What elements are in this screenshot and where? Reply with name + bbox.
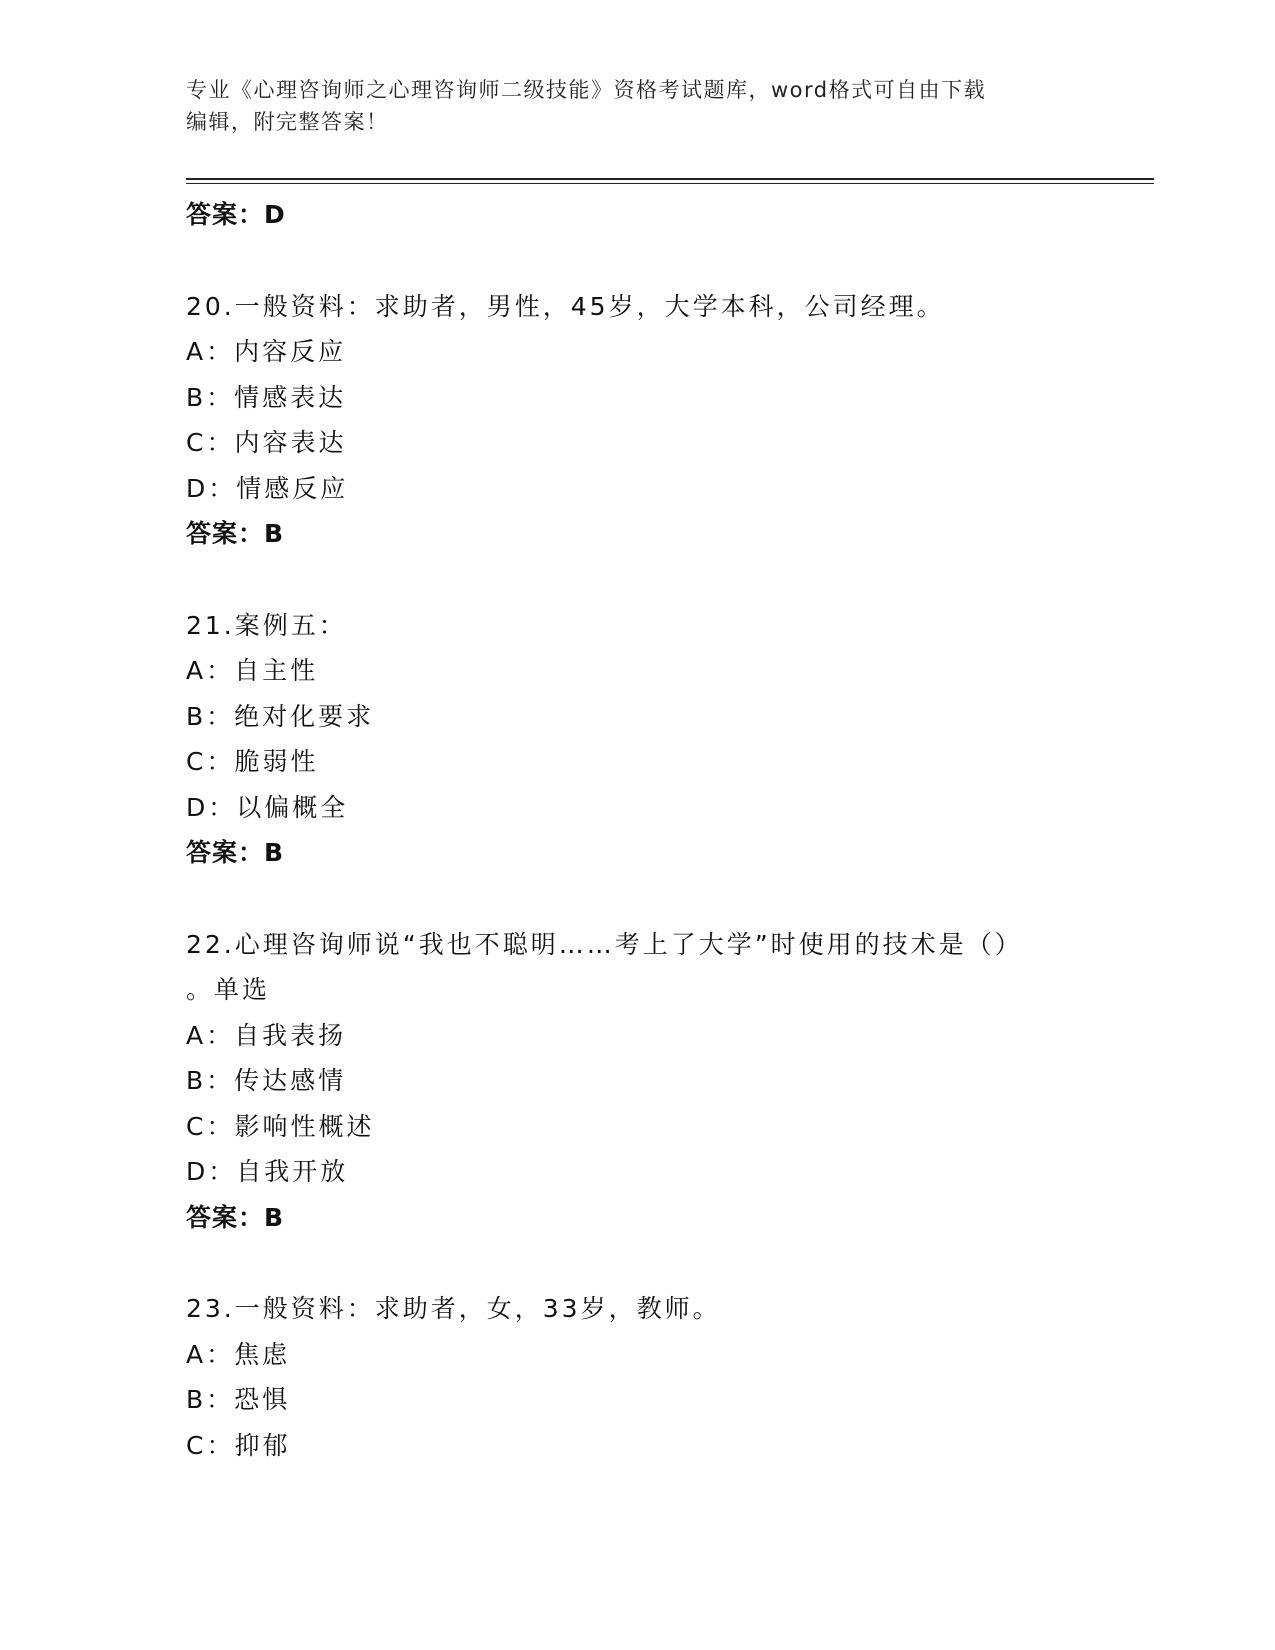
question-list [186,192,1086,1468]
option-b: B：恐惧 [186,1385,291,1414]
answer: 答案：B [186,838,285,867]
question-22 [186,922,1086,1241]
question-text-continued: 。单选 [186,975,271,1004]
option-c: C：脆弱性 [186,747,319,776]
option-a: A：焦虑 [186,1339,291,1369]
option-d: D：情感反应 [186,473,349,503]
previous-answer: 答案：D [186,200,286,229]
option-a: A：内容反应 [186,337,347,366]
header-line-1: 专业《心理咨询师之心理咨询师二级技能》资格考试题库，word格式可自由下载 [186,78,987,102]
question-21 [186,603,1086,876]
answer: 答案：B [186,519,285,548]
option-c: C：抑郁 [186,1430,291,1460]
header-line-2: 编辑，附完整答案！ [186,110,389,134]
answer: 答案：B [186,1202,285,1232]
option-a: A：自我表扬 [186,1020,347,1050]
option-d: D：以偏概全 [186,792,349,822]
question-text: 20.一般资料：求助者，男性，45岁，大学本科，公司经理。 [186,291,945,321]
option-d: D：自我开放 [186,1157,349,1186]
question-text: 22.心理咨询师说“我也不聪明……考上了大学”时使用的技术是（） [186,929,1023,959]
option-b: B：传达感情 [186,1066,347,1095]
header-divider-thick [186,178,1154,180]
question-text: 23.一般资料：求助者，女，33岁，教师。 [186,1294,721,1323]
document-header [186,74,1066,138]
header-divider-thin [186,183,1154,184]
option-b: B：绝对化要求 [186,701,375,731]
question-20 [186,284,1086,557]
option-c: C：影响性概述 [186,1111,375,1141]
option-a: A：自主性 [186,656,319,685]
option-b: B：情感表达 [186,382,347,412]
question-text: 21.案例五： [186,610,347,640]
question-23 [186,1286,1086,1468]
option-c: C：内容表达 [186,428,347,457]
